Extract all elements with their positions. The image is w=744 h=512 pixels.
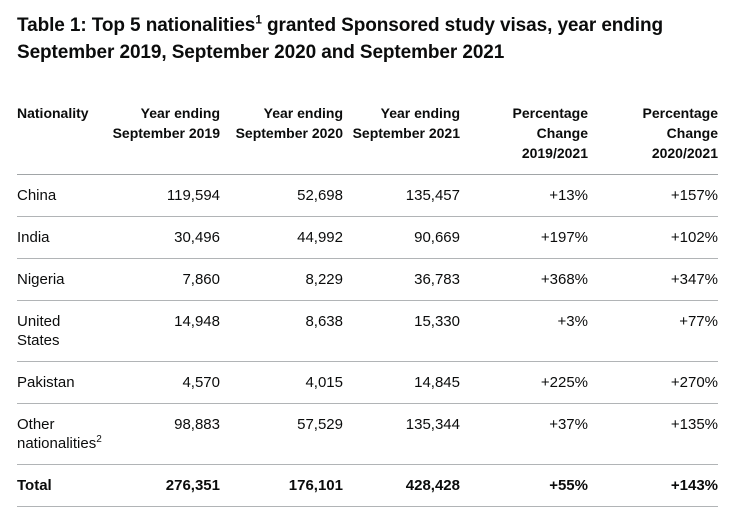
cell-pct-2019-2021: +37%: [460, 403, 588, 464]
cell-ye-2021: 90,669: [343, 216, 460, 258]
table-row-india: [17, 216, 718, 258]
column-header-label: Year ending: [380, 104, 460, 121]
cell-total-ye-2020: 176,101: [220, 464, 343, 506]
cell-ye-2019: 4,570: [110, 361, 220, 403]
column-header-year-ending-2021: [343, 103, 460, 175]
column-header-label: Nationality: [17, 104, 89, 121]
column-header-label: September 2021: [352, 124, 460, 141]
cell-pct-2019-2021: +368%: [460, 258, 588, 300]
column-header-label: September 2019: [112, 124, 220, 141]
cell-ye-2021: 135,344: [343, 403, 460, 464]
table-row-pakistan: [17, 361, 718, 403]
cell-ye-2020: 44,992: [220, 216, 343, 258]
cell-total-ye-2019: 276,351: [110, 464, 220, 506]
cell-pct-2020-2021: +270%: [588, 361, 718, 403]
column-header-label: Year ending: [263, 104, 343, 121]
cell-ye-2021: 15,330: [343, 300, 460, 361]
cell-nationality: India: [17, 216, 110, 258]
cell-ye-2021: 36,783: [343, 258, 460, 300]
cell-pct-2020-2021: +157%: [588, 174, 718, 216]
cell-nationality: China: [17, 174, 110, 216]
table-row-nigeria: [17, 258, 718, 300]
cell-nationality: Pakistan: [17, 361, 110, 403]
cell-ye-2021: 14,845: [343, 361, 460, 403]
cell-nationality: Nigeria: [17, 258, 110, 300]
column-header-year-ending-2019: [110, 103, 220, 175]
table-row-other-nationalities: [17, 403, 718, 464]
cell-ye-2020: 4,015: [220, 361, 343, 403]
cell-ye-2021: 135,457: [343, 174, 460, 216]
cell-ye-2019: 30,496: [110, 216, 220, 258]
visas-by-nationality-table: [17, 103, 718, 507]
cell-pct-2020-2021: +102%: [588, 216, 718, 258]
cell-ye-2019: 98,883: [110, 403, 220, 464]
cell-pct-2020-2021: +77%: [588, 300, 718, 361]
cell-pct-2020-2021: +347%: [588, 258, 718, 300]
cell-pct-2019-2021: +3%: [460, 300, 588, 361]
cell-total-pct-2020-2021: +143%: [588, 464, 718, 506]
table-title: [17, 13, 725, 67]
cell-ye-2019: 119,594: [110, 174, 220, 216]
cell-ye-2020: 8,638: [220, 300, 343, 361]
cell-nationality: [17, 403, 110, 464]
column-header-label: Change: [666, 124, 718, 141]
cell-pct-2020-2021: +135%: [588, 403, 718, 464]
table-title-text-continued: granted Sponsored study visas, year ending September 2019, September 2020 and September 2021: [17, 15, 663, 63]
column-header-nationality: [17, 103, 110, 175]
column-header-label: Percentage: [642, 104, 718, 121]
cell-ye-2020: 8,229: [220, 258, 343, 300]
cell-ye-2020: 57,529: [220, 403, 343, 464]
cell-total-label: Total: [17, 464, 110, 506]
cell-pct-2019-2021: +225%: [460, 361, 588, 403]
cell-pct-2019-2021: +197%: [460, 216, 588, 258]
column-header-label: 2019/2021: [521, 144, 588, 161]
column-header-pct-change-2020-2021: [588, 103, 718, 175]
cell-ye-2019: 14,948: [110, 300, 220, 361]
column-header-year-ending-2020: [220, 103, 343, 175]
cell-total-ye-2021: 428,428: [343, 464, 460, 506]
header-row: [17, 103, 718, 175]
cell-ye-2019: 7,860: [110, 258, 220, 300]
table-row-china: [17, 174, 718, 216]
column-header-label: 2020/2021: [651, 144, 718, 161]
column-header-label: Change: [536, 124, 588, 141]
footnote-marker: 2: [96, 433, 102, 445]
cell-total-pct-2019-2021: +55%: [460, 464, 588, 506]
column-header-label: September 2020: [235, 124, 343, 141]
table-row-united-states: [17, 300, 718, 361]
cell-ye-2020: 52,698: [220, 174, 343, 216]
cell-nationality: United States: [17, 300, 110, 361]
nationality-label: Other nationalities: [17, 415, 97, 452]
column-header-label: Year ending: [140, 104, 220, 121]
column-header-label: Percentage: [512, 104, 588, 121]
cell-pct-2019-2021: +13%: [460, 174, 588, 216]
column-header-pct-change-2019-2021: [460, 103, 588, 175]
title-footnote-marker: 1: [255, 12, 262, 27]
total-row: [17, 464, 718, 506]
table-title-text: Table 1: Top 5 nationalities: [17, 15, 256, 36]
